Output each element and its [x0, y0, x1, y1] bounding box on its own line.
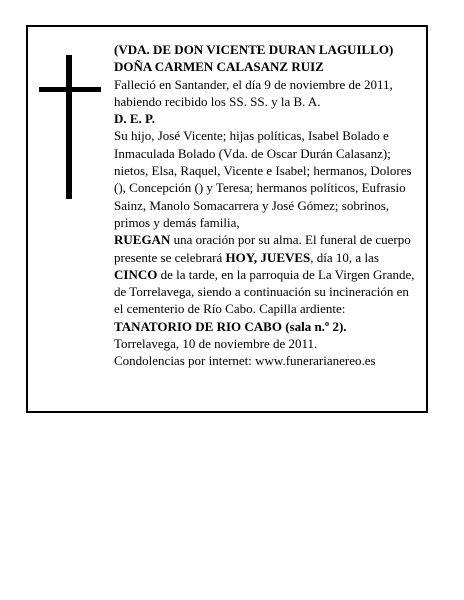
title-line-1: (VDA. DE DON VICENTE DURAN LAGUILLO): [114, 42, 394, 57]
funeral-time: CINCO: [114, 266, 158, 282]
request-word: RUEGAN: [114, 232, 171, 248]
funeral-text-1: una oración por su alma. El funeral de cuerpo presente se celebrará: [114, 232, 411, 265]
funeral-paragraph: [114, 231, 420, 335]
deceased-name: DOÑA CARMEN CALASANZ RUIZ: [114, 59, 324, 75]
family-list: Su hijo, José Vicente; hijas políticas, Isabel Bolado e Inmaculada Bolado (Vda. de Oscar Durán Calasanz); nietos, Elsa, Raquel, Vicente e Isabel; hermanos, Dolores (), Concepción () y Teresa; hermanos políticos, Eufrasio Sainz, Manolo Somacarrera y José Gómez; sobrinos, primos y demás familia,: [114, 128, 412, 230]
cross-vertical-bar: [66, 55, 72, 199]
date-line: Torrelavega, 10 de noviembre de 2011.: [114, 336, 318, 352]
cross-horizontal-bar: [39, 87, 101, 92]
funeral-text-3: de la tarde, en la parroquia de La Virgen Grande, de Torrelavega, siendo a continuación su incineración en el cementerio de Río Cabo. Capilla ardiente:: [114, 266, 415, 317]
funeral-text-2: , día 10, a las: [310, 249, 379, 265]
notice-text: [114, 41, 420, 370]
chapel-name: TANATORIO DE RIO CABO (sala n.º 2).: [114, 318, 347, 334]
death-statement: Falleció en Santander, el día 9 de noviembre de 2011, habiendo recibido los SS. SS. y la B. A.: [114, 76, 393, 109]
cross-icon: [39, 55, 101, 199]
rip-line: D. E. P.: [114, 111, 156, 127]
obituary-notice: [26, 25, 428, 413]
condolences-line: Condolencias por internet: www.funerarianereo.es: [114, 353, 376, 369]
funeral-day: HOY, JUEVES: [225, 249, 311, 265]
